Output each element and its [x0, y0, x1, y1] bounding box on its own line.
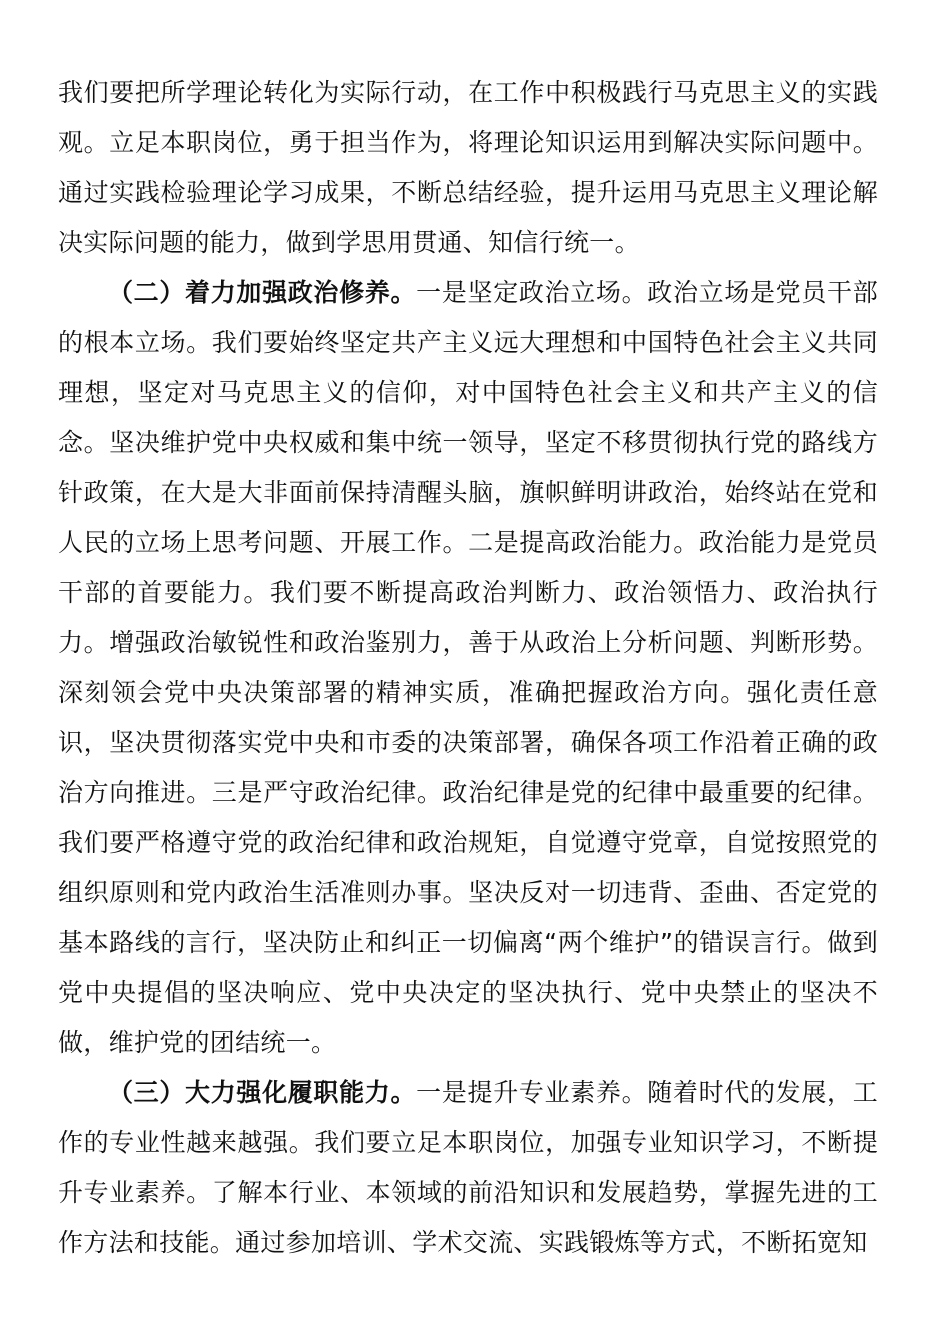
document-page [58, 68, 878, 1268]
paragraph-text: 我们要把所学理论转化为实际行动，在工作中积极践行马克思主义的实践观。立足本职岗位，勇于担当作为，将理论知识运用到解决实际问题中。通过实践检验理论学习成果，不断总结经验，提升运用马克思主义理论解决实际问题的能力，做到学思用贯通、知信行统一。 [58, 78, 878, 257]
section-heading: （二）着力加强政治修养。 [108, 278, 417, 307]
paragraph-section-3 [58, 1068, 878, 1268]
section-heading: （三）大力强化履职能力。 [108, 1078, 417, 1107]
paragraph-text: 一是提升专业素养。随着时代的发展，工作的专业性越来越强。我们要立足本职岗位，加强专业知识学习，不断提升专业素养。了解本行业、本领域的前沿知识和发展趋势，掌握先进的工作方法和技能。通过参加培训、学术交流、实践锻炼等方式，不断拓宽知 [58, 1078, 878, 1257]
paragraph-text: 一是坚定政治立场。政治立场是党员干部的根本立场。我们要始终坚定共产主义远大理想和中国特色社会主义共同理想，坚定对马克思主义的信仰，对中国特色社会主义和共产主义的信念。坚决维护党中央权威和集中统一领导，坚定不移贯彻执行党的路线方针政策，在大是大非面前保持清醒头脑，旗帜鲜明讲政治，始终站在党和人民的立场上思考问题、开展工作。二是提高政治能力。政治能力是党员干部的首要能力。我们要不断提高政治判断力、政治领悟力、政治执行力。增强政治敏锐性和政治鉴别力，善于从政治上分析问题、判断形势。深刻领会党中央决策部署的精神实质，准确把握政治方向。强化责任意识，坚决贯彻落实党中央和市委的决策部署，确保各项工作沿着正确的政治方向推进。三是严守政治纪律。政治纪律是党的纪律中最重要的纪律。我们要严格遵守党的政治纪律和政治规矩，自觉遵守党章，自觉按照党的组织原则和党内政治生活准则办事。坚决反对一切违背、歪曲、否定党的基本路线的言行，坚决防止和纠正一切偏离“两个维护”的错误言行。做到党中央提倡的坚决响应、党中央决定的坚决执行、党中央禁止的坚决不做，维护党的团结统一。 [58, 278, 878, 1057]
paragraph-section-2 [58, 268, 878, 1068]
paragraph-continuation [58, 68, 878, 268]
